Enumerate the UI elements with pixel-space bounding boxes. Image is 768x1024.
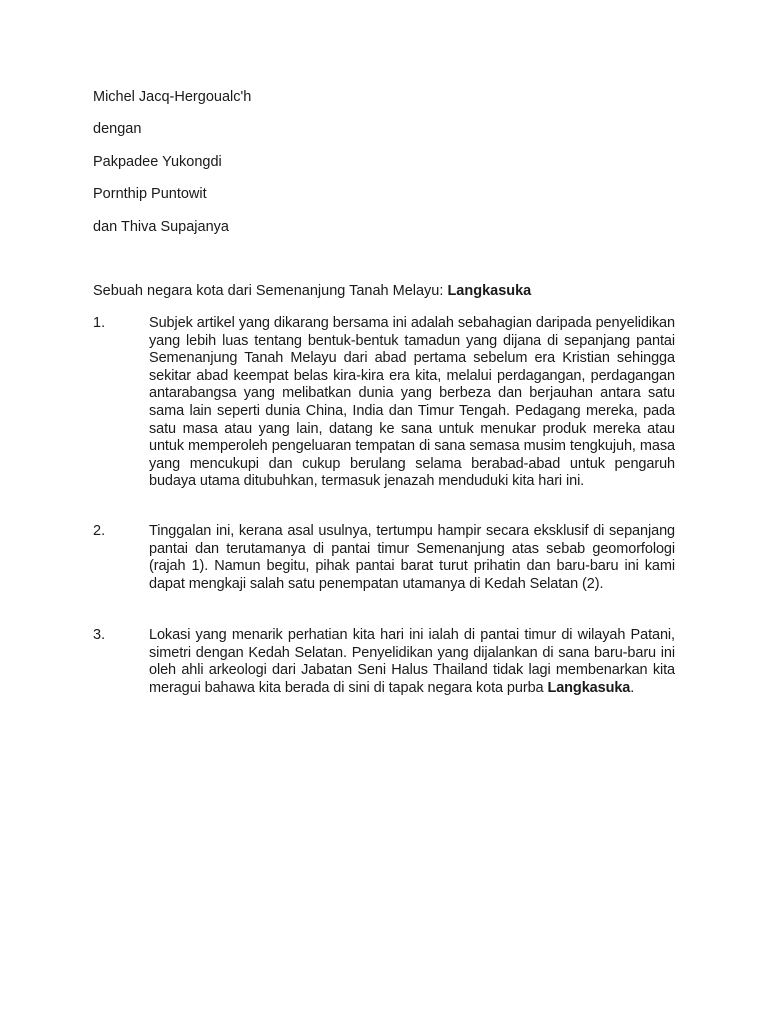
paragraph-text [149,627,675,697]
paragraph-text-tail: . [630,679,635,696]
heading-text: Sebuah negara kota dari Semenanjung Tanah Melayu: [93,283,448,299]
paragraph-number: 2. [93,523,106,539]
author-line-5: dan Thiva Supajanya [93,219,229,235]
paragraph-text: Subjek artikel yang dikarang bersama ini adalah sebahagian daripada penyelidikan yang lebih luas tentang bentuk-bentuk tamadun yang dijana di sepanjang pantai Semenanjung Tanah Melayu dari abad pertama sebelum era Kristian sehingga sekitar abad keempat belas kira-kira era kita, melalui perdagangan, perdagangan antarabangsa yang melibatkan dunia yang berbeza dan berjauhan antara satu sama lain seperti dunia China, India dan Timur Tengah. Pedagang mereka, pada satu masa atau yang lain, datang ke sana untuk menukar produk mereka atau untuk memperoleh pengeluaran tempatan di sana semasa musim tengkujuh, masa yang mencukupi dan cukup berulang selama berabad-abad untuk pengaruh budaya utama ditubuhkan, termasuk jenazah menduduki kita hari ini. [149,315,675,490]
paragraph-bold-term: Langkasuka [547,679,631,696]
heading-bold-term: Langkasuka [447,283,532,299]
author-line-2: dengan [93,121,142,137]
paragraph-number: 3. [93,627,106,643]
paragraph-text: Tinggalan ini, kerana asal usulnya, tertumpu hampir secara eksklusif di sepanjang pantai dan terutamanya di pantai timur Semenanjung atas sebab geomorfologi (rajah 1). Namun begitu, pihak pantai barat turut prihatin dan baru-baru ini kami dapat mengkaji salah satu penempatan utamanya di Kedah Selatan (2). [149,523,675,592]
paragraph-number: 1. [93,315,106,331]
paragraph-text-body: Lokasi yang menarik perhatian kita hari ini ialah di pantai timur di wilayah Patani, simetri dengan Kedah Selatan. Penyelidikan yang dijalankan di sana baru-baru ini oleh ahli arkeologi dari Jabatan Seni Halus Thailand tidak lagi membenarkan kita meragui bahawa kita berada di sini di tapak negara kota purba [149,627,675,696]
author-line-4: Pornthip Puntowit [93,186,207,202]
document-heading [93,282,531,300]
author-line-1: Michel Jacq-Hergoualc'h [93,89,252,105]
author-line-3: Pakpadee Yukongdi [93,154,222,170]
